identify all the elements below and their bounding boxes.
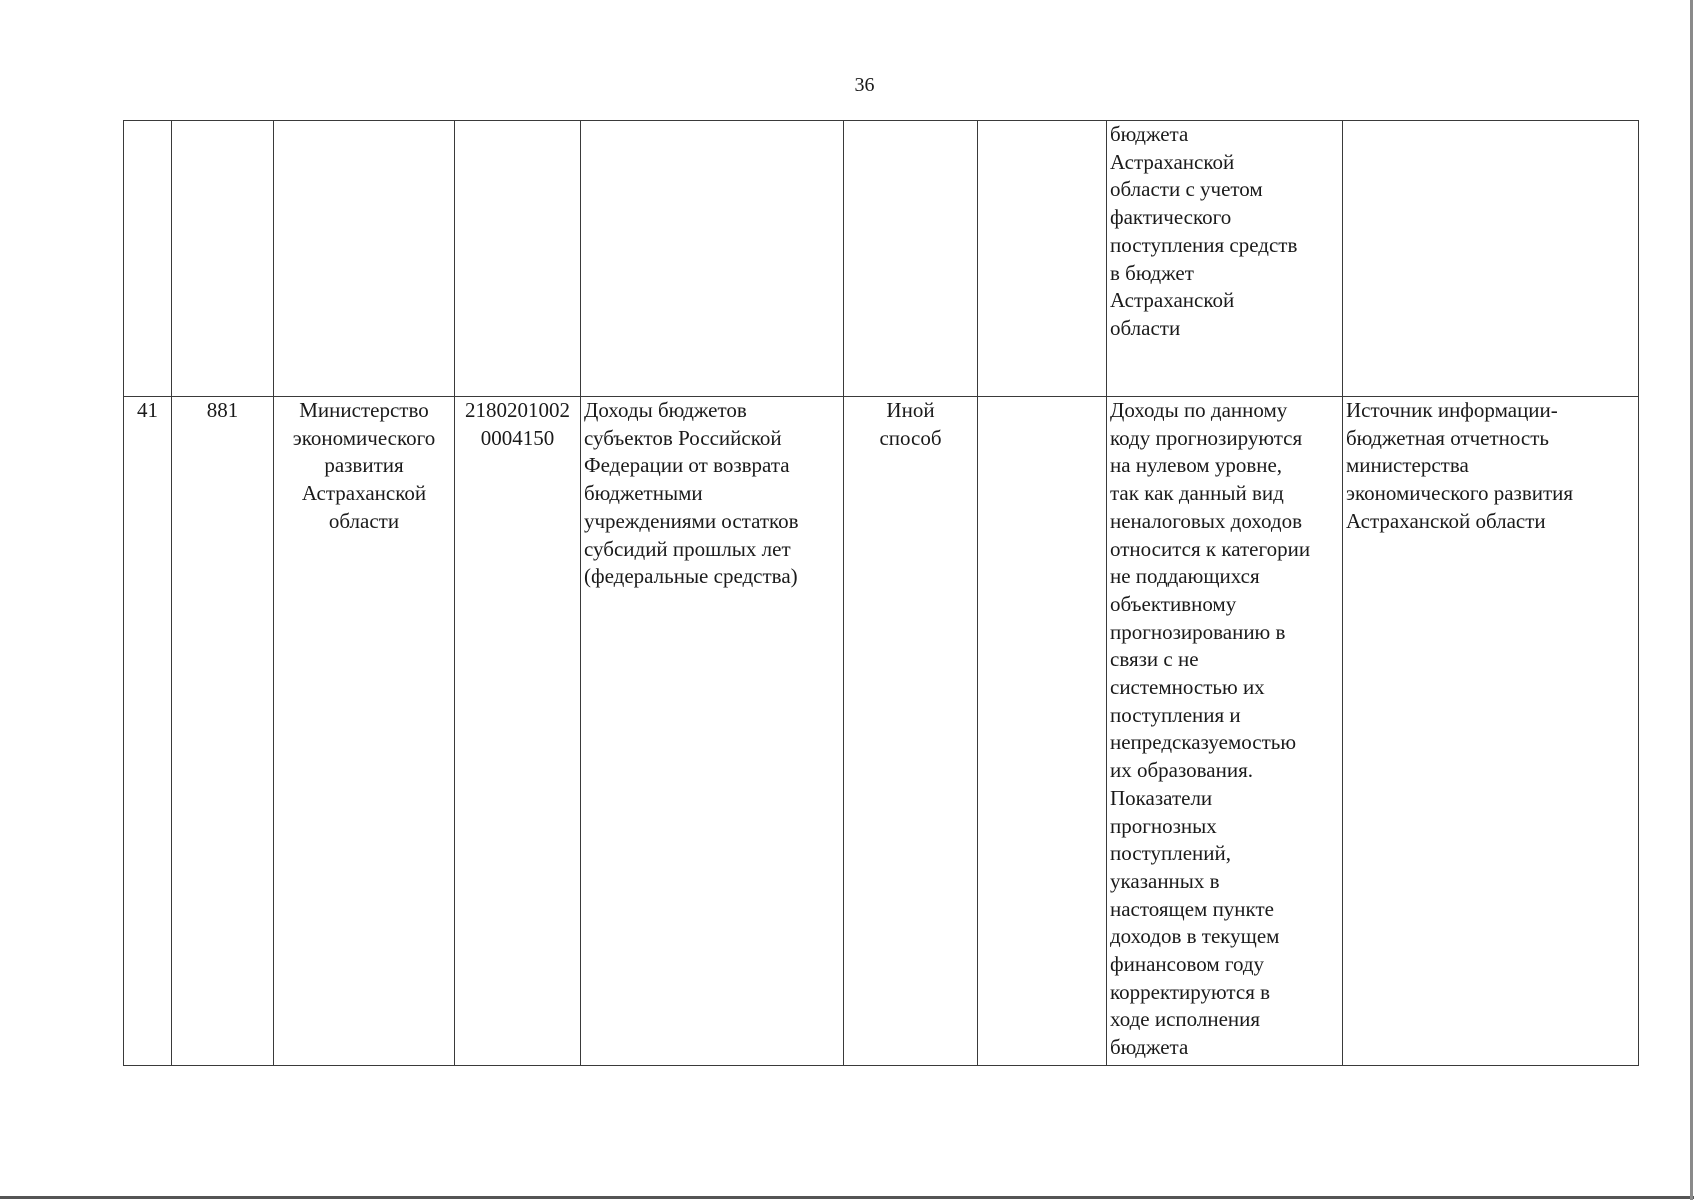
- budget-income-table: [123, 120, 1639, 1066]
- cell-method-description: Доходы по данному коду прогнозируются на нулевом уровне, так как данный вид неналоговых доходов относится к категории не поддающихся объективному прогнозированию в связи с не системностью их поступления и непредсказуемостью их образования. Показатели прогнозных поступлений, указанных в настоящем пункте доходов в текущем финансовом году корректируются в ходе исполнения бюджета: [1107, 397, 1343, 1066]
- cell-method: [844, 121, 978, 397]
- scan-edge-bottom: [0, 1196, 1694, 1199]
- cell-income-name: Доходы бюджетов субъектов Российской Федерации от возврата бюджетными учреждениями остатков субсидий прошлых лет (федеральные средства): [581, 397, 844, 1066]
- table-row-41: [124, 397, 1639, 1066]
- cell-formula: [978, 121, 1107, 397]
- cell-kbk-code: 2180201002 0004150: [455, 397, 581, 1066]
- cell-number: [124, 121, 172, 397]
- scan-edge-right: [1690, 0, 1693, 1200]
- cell-admin-code: 881: [172, 397, 274, 1066]
- table-row-continuation: [124, 121, 1639, 397]
- cell-administrator: Министерство экономического развития Астраханской области: [274, 397, 455, 1066]
- cell-administrator: [274, 121, 455, 397]
- cell-formula: [978, 397, 1107, 1066]
- cell-income-name: [581, 121, 844, 397]
- cell-source: Источник информации- бюджетная отчетность министерства экономического развития Астраханской области: [1343, 397, 1639, 1066]
- cell-method: Иной способ: [844, 397, 978, 1066]
- page-number: 36: [854, 74, 875, 96]
- cell-admin-code: [172, 121, 274, 397]
- cell-kbk-code: [455, 121, 581, 397]
- cell-source: [1343, 121, 1639, 397]
- cell-number: 41: [124, 397, 172, 1066]
- cell-method-description: бюджета Астраханской области с учетом фактического поступления средств в бюджет Астраханской области: [1107, 121, 1343, 397]
